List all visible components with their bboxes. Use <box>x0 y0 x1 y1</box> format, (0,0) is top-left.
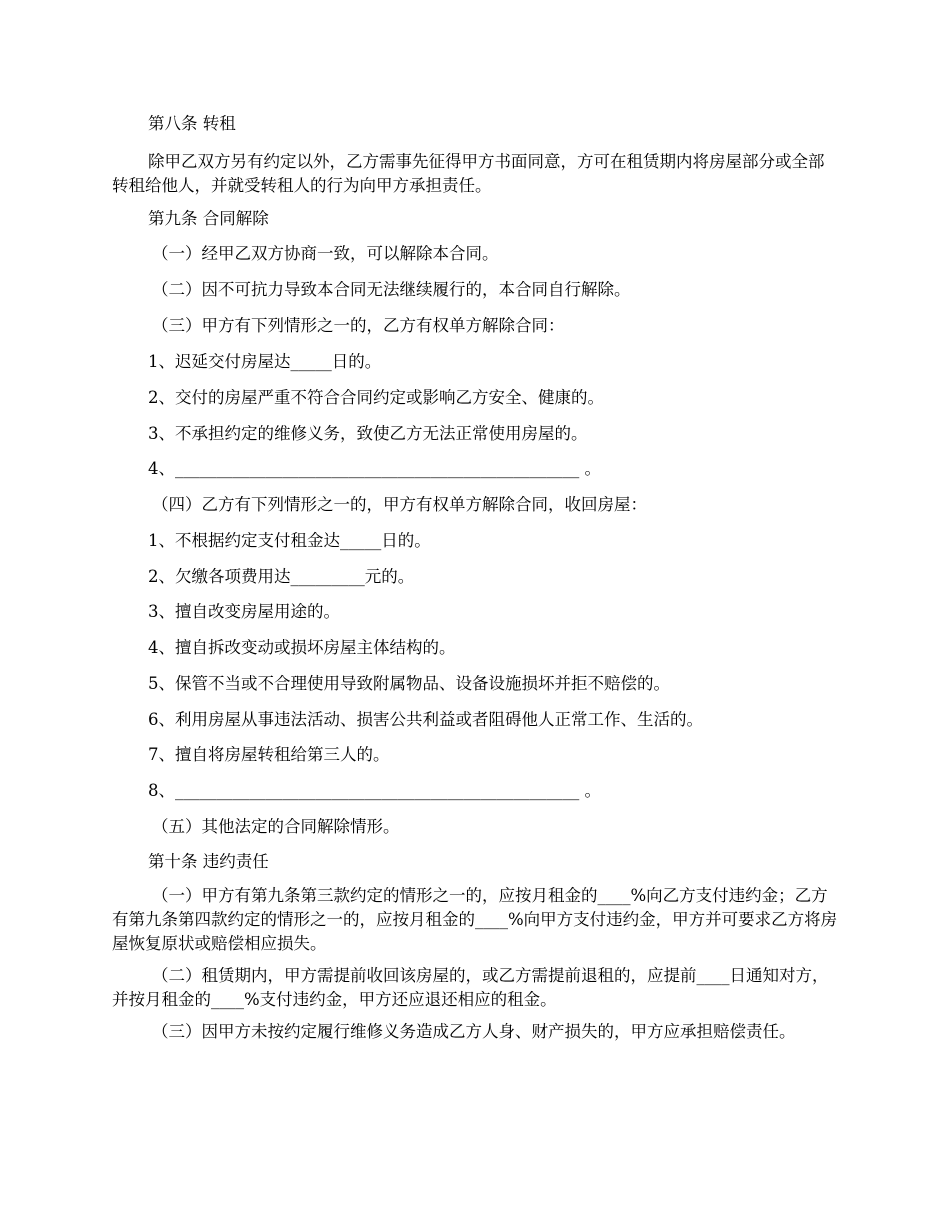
article-9-heading: 第九条 合同解除 <box>148 209 269 228</box>
clause-3-item-1: 1、迟延交付房屋达_____日的。 <box>148 352 382 371</box>
clause-3-item-4: 4、_________________________________________________ 。 <box>148 459 601 478</box>
article-8-heading: 第八条 转租 <box>148 114 236 133</box>
article-10-clause-2: （二）租赁期内，甲方需提前收回该房屋的，或乙方需提前退租的，应提前____日通知对方，并按月租金的____%支付违约金，甲方还应退还相应的租金。 <box>112 966 829 1009</box>
article-10-clause-1: （一）甲方有第九条第三款约定的情形之一的，应按月租金的____%向乙方支付违约金；乙方有第九条第四款约定的情形之一的，应按月租金的____%向甲方支付违约金，甲方并可要求乙方将房屋恢复原状或赔偿相应损失。 <box>112 886 838 953</box>
clause-4-item-2: 2、欠缴各项费用达_________元的。 <box>148 567 415 586</box>
clause-4-item-1: 1、不根据约定支付租金达_____日的。 <box>148 531 431 550</box>
clause-4-item-5: 5、保管不当或不合理使用导致附属物品、设备设施损坏并拒不赔偿的。 <box>148 674 670 693</box>
article-10-clause-3: （三）因甲方未按约定履行维修义务造成乙方人身、财产损失的，甲方应承担赔偿责任。 <box>152 1022 796 1041</box>
clause-3-item-3: 3、不承担约定的维修义务，致使乙方无法正常使用房屋的。 <box>148 424 588 443</box>
article-9-clause-3: （三）甲方有下列情形之一的，乙方有权单方解除合同： <box>152 316 565 335</box>
article-10-heading: 第十条 违约责任 <box>148 852 269 871</box>
clause-3-item-2: 2、交付的房屋严重不符合合同约定或影响乙方安全、健康的。 <box>148 388 604 407</box>
article-9-clause-5: （五）其他法定的合同解除情形。 <box>152 817 400 836</box>
clause-4-item-3: 3、擅自改变房屋用途的。 <box>148 602 340 621</box>
clause-4-item-4: 4、擅自拆改变动或损坏房屋主体结构的。 <box>148 638 456 657</box>
article-8-body: 除甲乙双方另有约定以外，乙方需事先征得甲方书面同意，方可在租赁期内将房屋部分或全部转租给他人，并就受转租人的行为向甲方承担责任。 <box>112 152 825 195</box>
article-9-clause-2: （二）因不可抗力导致本合同无法继续履行的，本合同自行解除。 <box>152 280 631 299</box>
article-9-clause-1: （一）经甲乙双方协商一致，可以解除本合同。 <box>152 244 499 263</box>
clause-4-item-7: 7、擅自将房屋转租给第三人的。 <box>148 745 390 764</box>
article-9-clause-4: （四）乙方有下列情形之一的，甲方有权单方解除合同，收回房屋： <box>152 495 647 514</box>
clause-4-item-6: 6、利用房屋从事违法活动、损害公共利益或者阻碍他人正常工作、生活的。 <box>148 710 703 729</box>
clause-4-item-8: 8、_________________________________________________ 。 <box>148 781 601 800</box>
